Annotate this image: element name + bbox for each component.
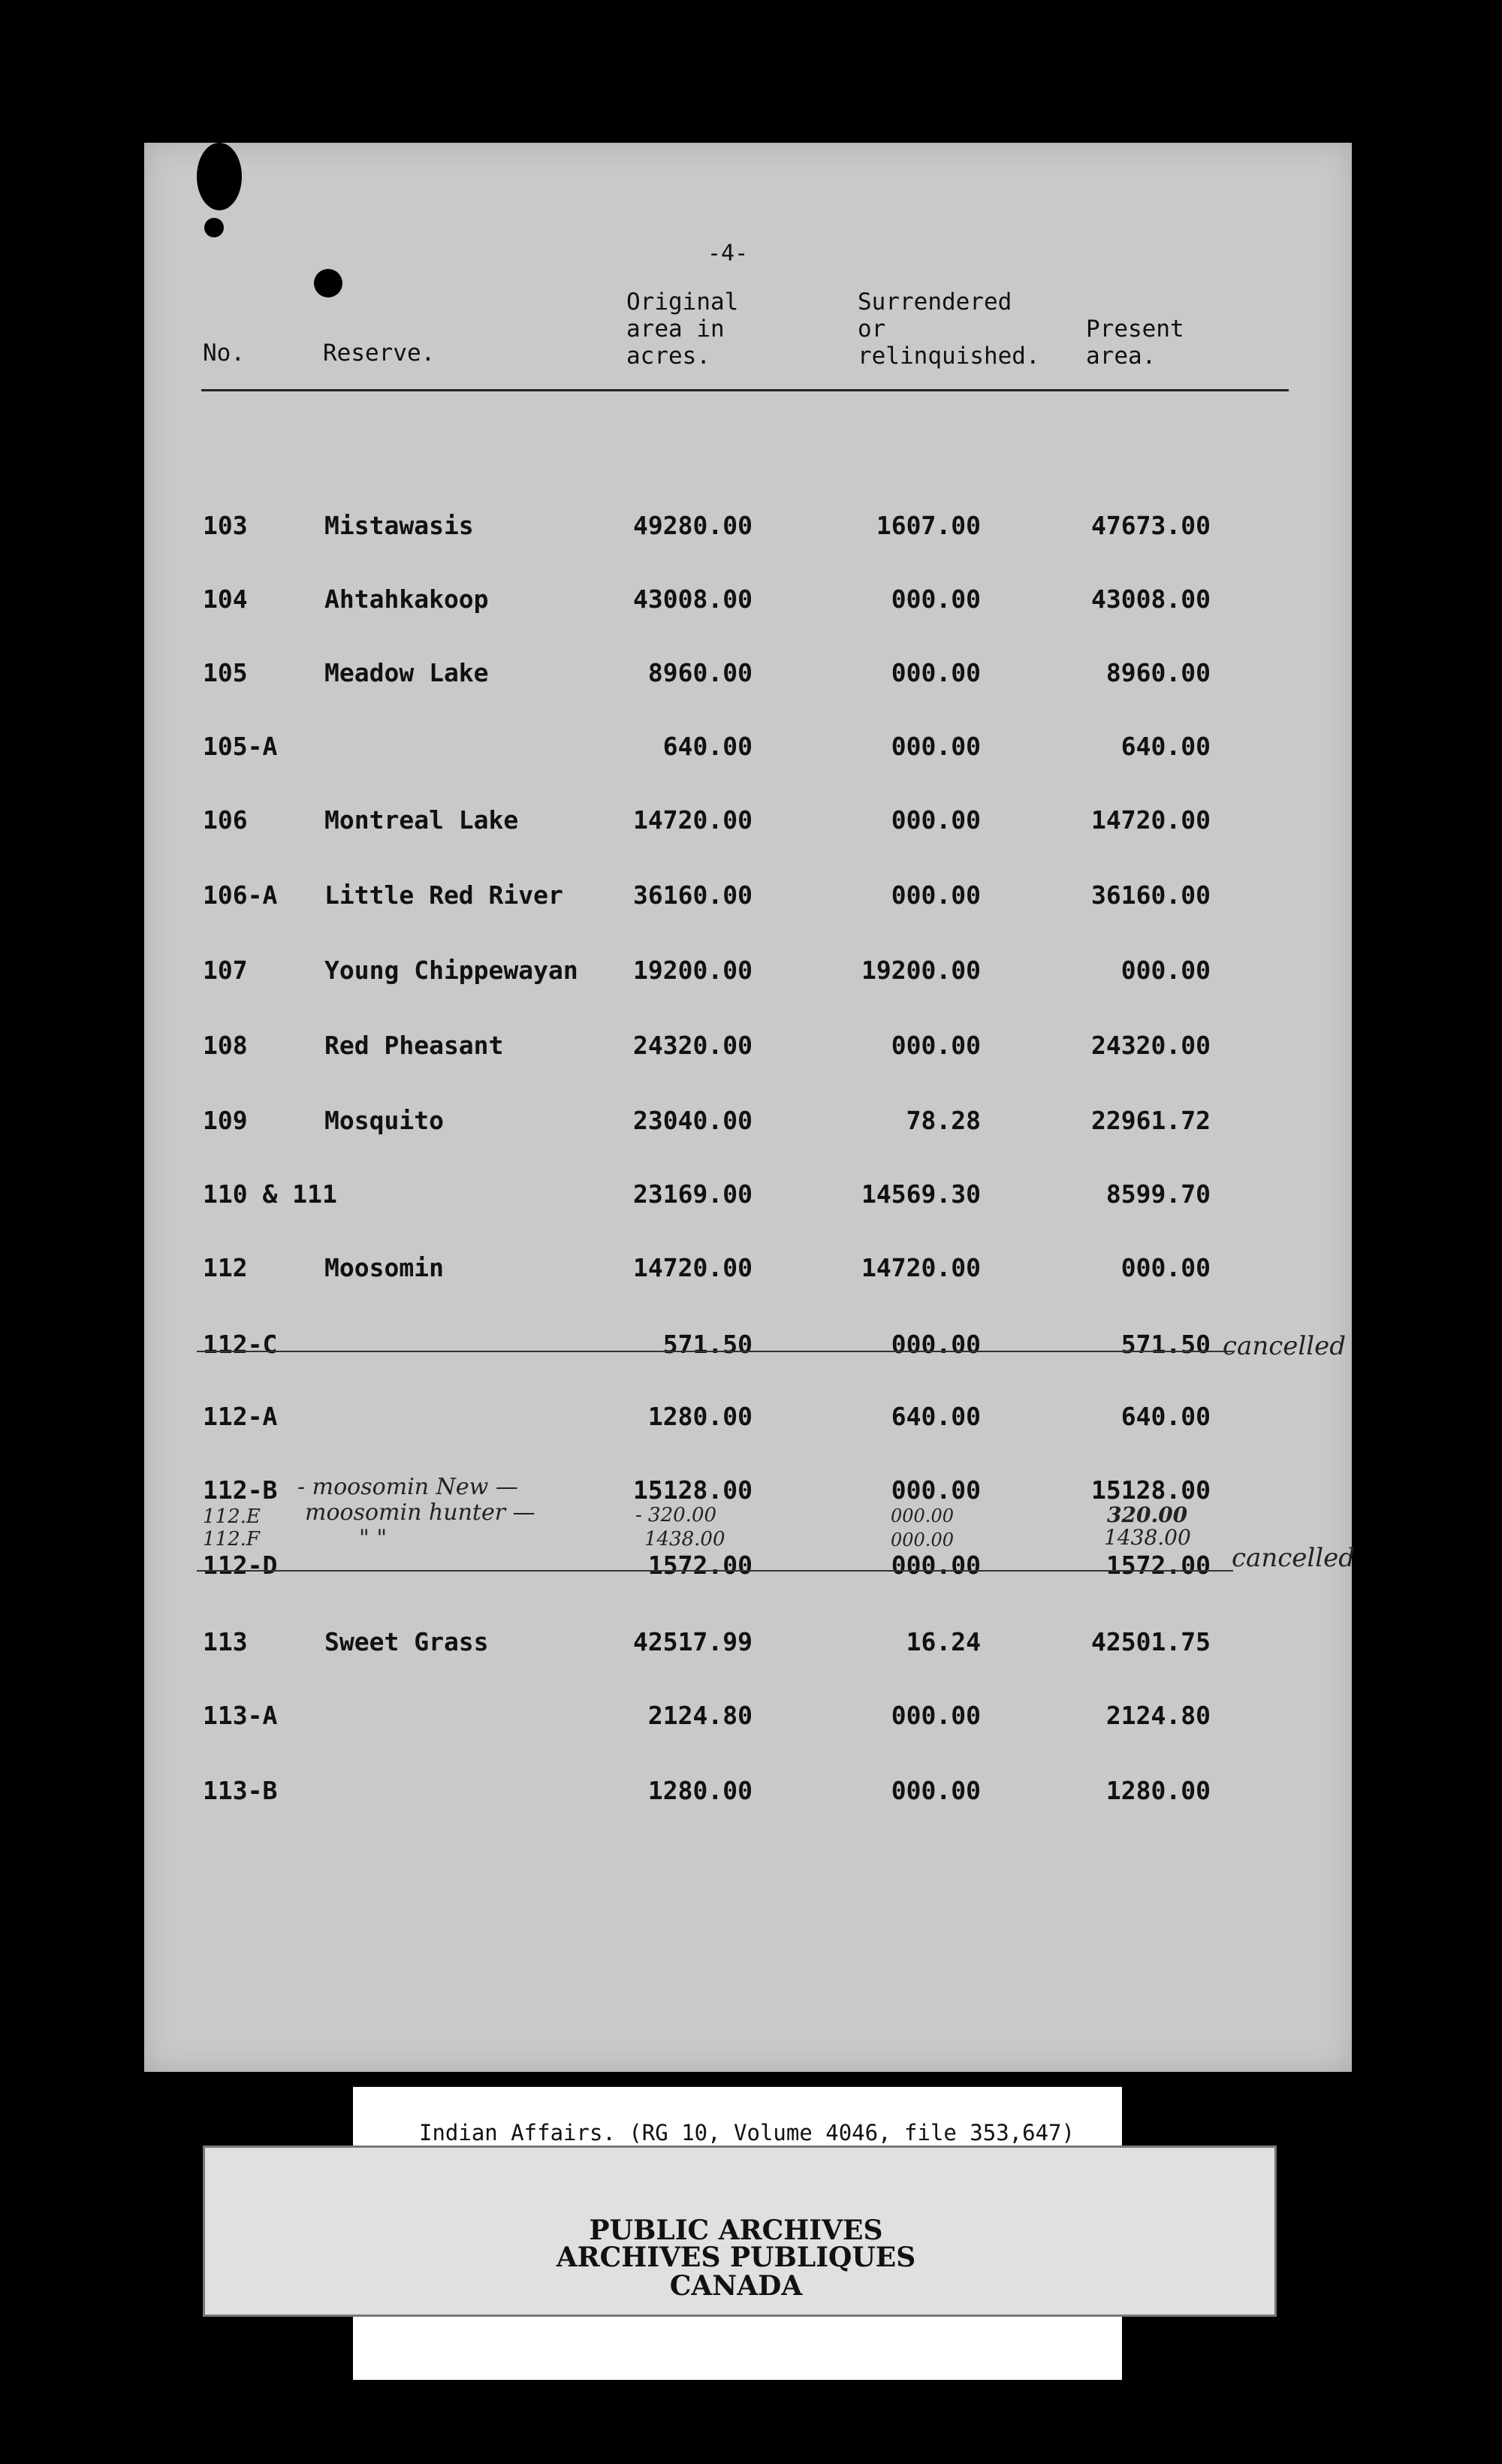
row-number: 104 (203, 584, 248, 614)
table-row (0, 1627, 1502, 1657)
table-row (0, 880, 1502, 910)
reserve-name: Mistawasis (324, 511, 474, 540)
table-row (0, 658, 1502, 688)
handwritten-value: 000.00 (891, 1505, 954, 1526)
surrendered-area: 000.00 (891, 732, 981, 761)
surrendered-area: 000.00 (891, 1551, 981, 1580)
present-area: 1280.00 (1105, 1776, 1211, 1805)
reserve-name: Montreal Lake (324, 805, 519, 835)
table-row (0, 511, 1502, 541)
original-area: 2124.80 (647, 1701, 753, 1730)
original-area: 1280.00 (647, 1776, 753, 1805)
header-surrendered-line: relinquished. (858, 343, 1040, 370)
strike-line (197, 1570, 1233, 1572)
handwritten-value: - 320.00 (635, 1504, 717, 1526)
handwritten-value: 1438.00 (1104, 1525, 1191, 1550)
table-row (0, 584, 1502, 614)
surrendered-area: 000.00 (891, 1701, 981, 1730)
handwritten-value: 1438.00 (644, 1528, 725, 1551)
row-number: 103 (203, 511, 248, 540)
handwritten-cancelled: cancelled (1232, 1543, 1356, 1573)
row-number: 113 (203, 1627, 248, 1656)
original-area: 1280.00 (647, 1402, 753, 1431)
original-area: 23169.00 (633, 1179, 753, 1209)
header-reserve: Reserve. (323, 340, 436, 367)
strike-line (197, 1351, 1233, 1352)
row-number: 107 (203, 956, 248, 985)
original-area: 43008.00 (633, 584, 753, 614)
row-number: 112-D (203, 1551, 278, 1580)
handwritten-note: " " (359, 1525, 388, 1551)
surrendered-area: 000.00 (891, 1031, 981, 1060)
surrendered-area: 000.00 (891, 1475, 981, 1505)
row-number: 109 (203, 1106, 248, 1135)
reserve-name: Moosomin (324, 1253, 444, 1282)
reserve-name: Sweet Grass (324, 1627, 489, 1656)
table-row (0, 1179, 1502, 1209)
header-original-line: acres. (626, 343, 710, 370)
original-area: 571.50 (662, 1330, 753, 1359)
surrendered-area: 78.28 (906, 1106, 981, 1135)
header-surrendered (858, 288, 1040, 370)
header-original-line: area in (626, 316, 725, 343)
present-area: 8960.00 (1105, 658, 1211, 687)
table-row (0, 1701, 1502, 1731)
surrendered-area: 19200.00 (861, 956, 981, 985)
row-number: 105 (203, 658, 248, 687)
present-area: 000.00 (1120, 1253, 1211, 1282)
present-area: 47673.00 (1091, 511, 1211, 540)
stamp-line-1: PUBLIC ARCHIVES (589, 2215, 883, 2246)
present-area: 000.00 (1120, 956, 1211, 985)
original-area: 49280.00 (633, 511, 753, 540)
surrendered-area: 000.00 (891, 880, 981, 910)
header-present (1086, 316, 1184, 370)
present-area: 42501.75 (1091, 1627, 1211, 1656)
reserve-name: Red Pheasant (324, 1031, 504, 1060)
header-original (626, 288, 738, 370)
handwritten-value: 000.00 (891, 1529, 954, 1551)
stamp-line-3: CANADA (669, 2270, 803, 2302)
row-number: 112 (203, 1253, 248, 1282)
original-area: 640.00 (662, 732, 753, 761)
original-area: 14720.00 (633, 1253, 753, 1282)
present-area: 8599.70 (1105, 1179, 1211, 1209)
ink-blot (204, 218, 224, 237)
surrendered-area: 1607.00 (876, 511, 981, 540)
ink-blot (197, 143, 242, 210)
surrendered-area: 000.00 (891, 805, 981, 835)
surrendered-area: 640.00 (891, 1402, 981, 1431)
row-number: 105-A (203, 732, 278, 761)
header-no: No. (203, 340, 245, 367)
present-area: 22961.72 (1091, 1106, 1211, 1135)
original-area: 36160.00 (633, 880, 753, 910)
header-present-line: area. (1086, 343, 1157, 370)
surrendered-area: 14569.30 (861, 1179, 981, 1209)
original-area: 14720.00 (633, 805, 753, 835)
table-row (0, 1776, 1502, 1806)
present-area: 43008.00 (1091, 584, 1211, 614)
present-area: 15128.00 (1091, 1475, 1211, 1505)
present-area: 1572.00 (1105, 1551, 1211, 1580)
table-row (0, 1106, 1502, 1136)
header-original-line: Original (626, 288, 739, 316)
surrendered-area: 000.00 (891, 584, 981, 614)
table-row (0, 732, 1502, 762)
handwritten-note: moosomin hunter — (305, 1499, 535, 1526)
surrendered-area: 000.00 (891, 1330, 981, 1359)
reserve-name: Little Red River (324, 880, 563, 910)
handwritten-cancelled: cancelled (1223, 1331, 1347, 1361)
handwritten-value: 320.00 (1107, 1502, 1188, 1527)
table-row (0, 956, 1502, 986)
row-number: 113-A (203, 1701, 278, 1730)
original-area: 19200.00 (633, 956, 753, 985)
handwritten-note: - moosomin New — (297, 1474, 518, 1500)
table-row (0, 805, 1502, 835)
row-number: 112-C (203, 1330, 278, 1359)
handwritten-row-label: 112.F (203, 1528, 260, 1551)
reserve-name: Young Chippewayan (324, 956, 578, 985)
present-area: 571.50 (1120, 1330, 1211, 1359)
table-row (0, 1475, 1502, 1505)
table-row (0, 1253, 1502, 1283)
header-surrendered-line: or (858, 316, 886, 343)
present-area: 2124.80 (1105, 1701, 1211, 1730)
surrendered-area: 16.24 (906, 1627, 981, 1656)
original-area: 23040.00 (633, 1106, 753, 1135)
original-area: 1572.00 (647, 1551, 753, 1580)
surrendered-area: 000.00 (891, 1776, 981, 1805)
present-area: 14720.00 (1091, 805, 1211, 835)
header-rule (201, 389, 1289, 391)
surrendered-area: 14720.00 (861, 1253, 981, 1282)
row-number: 108 (203, 1031, 248, 1060)
header-surrendered-line: Surrendered (858, 288, 1012, 316)
original-area: 8960.00 (647, 658, 753, 687)
present-area: 36160.00 (1091, 880, 1211, 910)
present-area: 640.00 (1120, 732, 1211, 761)
table-row (0, 1031, 1502, 1061)
surrendered-area: 000.00 (891, 658, 981, 687)
table-row (0, 1402, 1502, 1432)
row-number: 113-B (203, 1776, 278, 1805)
present-area: 24320.00 (1091, 1031, 1211, 1060)
original-area: 42517.99 (633, 1627, 753, 1656)
reserve-name: Ahtahkakoop (324, 584, 489, 614)
archive-citation: Indian Affairs. (RG 10, Volume 4046, file 353,647) (419, 2120, 1075, 2145)
row-number: 112-B (203, 1475, 278, 1505)
original-area: 24320.00 (633, 1031, 753, 1060)
page-number: -4- (707, 240, 749, 267)
row-number: 106 (203, 805, 248, 835)
original-area: 15128.00 (633, 1475, 753, 1505)
reserve-name: Meadow Lake (324, 658, 489, 687)
header-present-line: Present (1086, 316, 1184, 343)
reserve-name: Mosquito (324, 1106, 444, 1135)
stamp-line-2: ARCHIVES PUBLIQUES (556, 2242, 916, 2273)
row-number: 112-A (203, 1402, 278, 1431)
ink-blot (314, 269, 342, 297)
row-number: 106-A (203, 880, 278, 910)
handwritten-row-label: 112.E (203, 1505, 261, 1528)
present-area: 640.00 (1120, 1402, 1211, 1431)
row-number: 110 & 111 (203, 1179, 337, 1209)
